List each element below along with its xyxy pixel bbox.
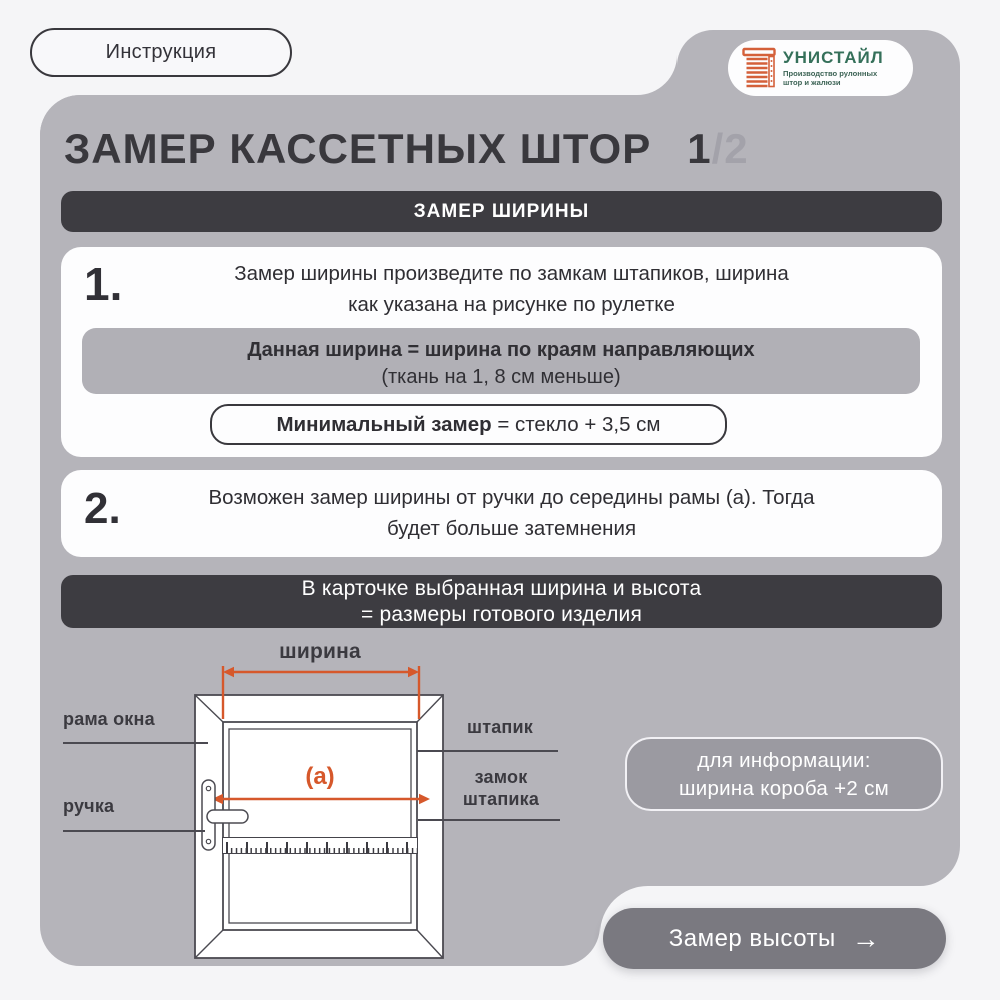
width-label: ширина xyxy=(279,640,361,663)
step1-text xyxy=(121,258,902,320)
step1-text-line1: Замер ширины произведите по замкам штапиков, ширина xyxy=(234,262,789,285)
page-indicator xyxy=(687,125,749,172)
tape-measure xyxy=(222,837,418,854)
handle-pointer-line xyxy=(63,830,205,832)
step1-number: 1. xyxy=(84,258,123,310)
bead-pointer-line xyxy=(417,750,558,752)
step1-highlight xyxy=(82,328,920,394)
info-box-line1: для информации: xyxy=(697,749,871,772)
info-box xyxy=(625,737,943,811)
bead-lock-line1: замок xyxy=(474,767,528,787)
blinds-icon xyxy=(742,47,776,89)
width-section-bar xyxy=(61,191,942,232)
bead-lock-label xyxy=(445,766,557,810)
min-measure-bold: Минимальный замер xyxy=(276,412,492,436)
step1-text-line2: как указана на рисунке по рулетке xyxy=(348,293,675,316)
note-bar xyxy=(61,575,942,628)
handle-label: ручка xyxy=(63,796,115,816)
logo-subtitle-line1: Производство рулонных xyxy=(783,69,878,78)
step2-card xyxy=(61,470,942,557)
page-title xyxy=(64,125,749,172)
bead-label: штапик xyxy=(467,717,533,737)
step2-text-line1: Возможен замер ширины от ручки до середины рамы (а). Тогда xyxy=(208,486,815,509)
frame-label: рама окна xyxy=(63,709,155,729)
info-box-line2: ширина короба +2 см xyxy=(678,777,890,800)
right-arrow-icon: → xyxy=(851,922,881,954)
height-button-label: Замер высоты xyxy=(668,924,836,952)
note-bar-line1: В карточке выбранная ширина и высота xyxy=(301,576,702,600)
step2-text-line2: будет больше затемнения xyxy=(386,517,637,540)
a-label: (а) xyxy=(305,763,335,790)
instruction-button[interactable]: Инструкция xyxy=(30,28,292,77)
title-text: ЗАМЕР КАССЕТНЫХ ШТОР xyxy=(64,125,652,172)
step2-text xyxy=(121,482,902,544)
page-separator: / xyxy=(711,125,725,172)
min-measure-rest: = стекло + 3,5 см xyxy=(491,412,661,436)
window-glass xyxy=(229,729,411,923)
bead-lock-line2: штапика xyxy=(462,789,540,809)
height-measure-button[interactable] xyxy=(603,908,946,969)
lock-pointer-line xyxy=(418,819,560,821)
highlight-line2: (ткань на 1, 8 см меньше) xyxy=(381,366,621,388)
step2-number: 2. xyxy=(84,484,121,533)
handle-lever xyxy=(207,810,248,823)
logo xyxy=(728,40,913,96)
page-total: 2 xyxy=(724,125,749,172)
highlight-line1: Данная ширина = ширина по краям направляющих xyxy=(247,339,755,361)
page-current: 1 xyxy=(687,125,712,172)
logo-name: УНИСТАЙЛ xyxy=(783,48,884,67)
note-bar-line2: = размеры готового изделия xyxy=(360,602,643,626)
logo-subtitle-line2: штор и жалюзи xyxy=(783,78,841,87)
width-section-label: ЗАМЕР ШИРИНЫ xyxy=(413,200,590,222)
frame-pointer-line xyxy=(63,742,208,744)
minimum-measure-box xyxy=(210,404,727,445)
step1-card xyxy=(61,247,942,457)
